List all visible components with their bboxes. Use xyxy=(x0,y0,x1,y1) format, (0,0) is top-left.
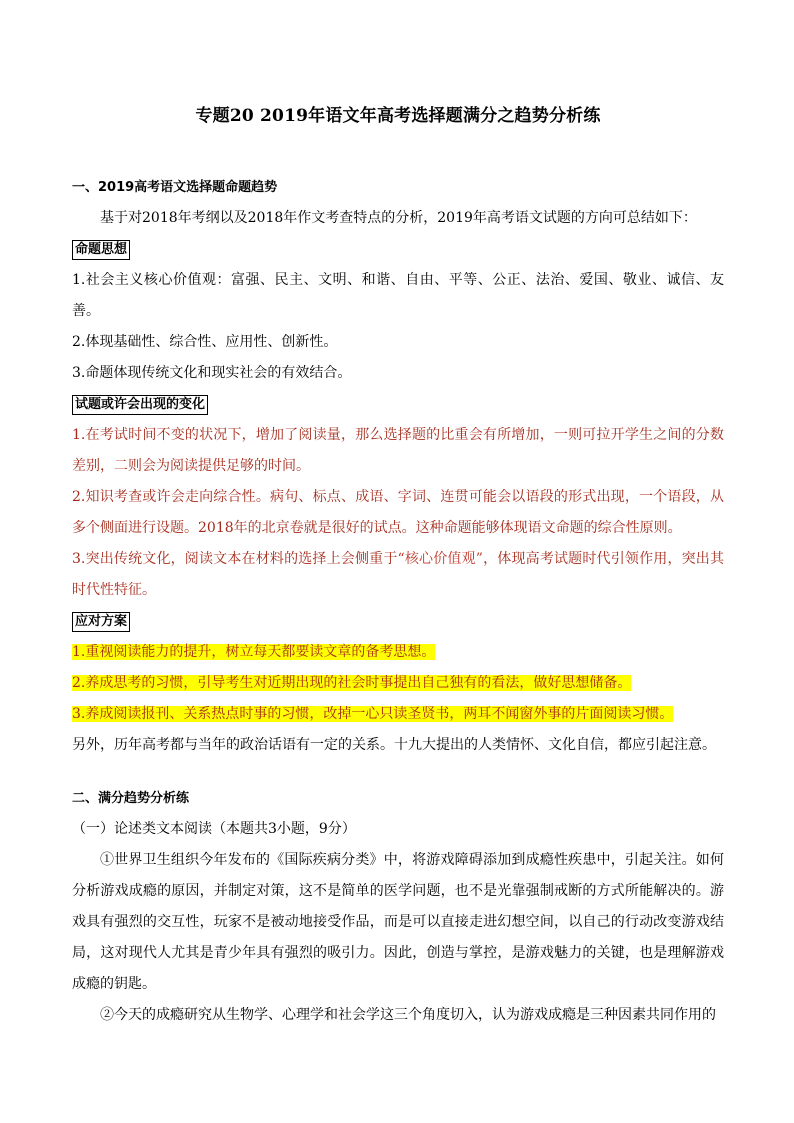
strategy-item-3 xyxy=(72,699,724,730)
document-title: 专题20 2019年语文年高考选择题满分之趋势分析练 xyxy=(195,106,601,126)
strategy-item-1-highlight: 1.重视阅读能力的提升，树立每天都要读文章的备考思想。 xyxy=(72,644,436,660)
idea-item-3: 3.命题体现传统文化和现实社会的有效结合。 xyxy=(72,365,352,381)
strategy-item-2 xyxy=(72,668,724,699)
box-line-strategies xyxy=(72,606,724,637)
section-heading-trends: 一、2019高考语文选择题命题趋势 xyxy=(72,180,278,195)
section-gap xyxy=(72,761,724,783)
boxed-label-strategies: 应对方案 xyxy=(72,612,130,632)
change-item-3-after: ，体现高考试题时代引领作用，突出其时代性特征。 xyxy=(72,551,724,598)
core-values-quote: “核心价值观” xyxy=(397,551,483,567)
change-item-1: 1.在考试时间不变的状况下，增加了阅读量，那么选择题的比重会有所增加，一则可拉开学生之间的分数差别，二则会为阅读提供足够的时间。 xyxy=(72,427,724,474)
reading-paragraph-2: ②今天的成瘾研究从生物学、心理学和社会学这三个角度切入，认为游戏成瘾是三种因素共同作用的 xyxy=(100,1007,716,1023)
idea-item-1: 1.社会主义核心价值观：富强、民主、文明、和谐、自由、平等、公正、法治、爱国、敬业、诚信、友善。 xyxy=(72,272,724,319)
boxed-label-ideas: 命题思想 xyxy=(72,240,130,260)
section-heading-practice: 二、满分趋势分析练 xyxy=(72,791,190,806)
change-item-3-before: 3.突出传统文化，阅读文本在材料的选择上会侧重于 xyxy=(72,551,398,567)
change-item-2: 2.知识考查或许会走向综合性。病句、标点、成语、字词、连贯可能会以语段的形式出现，一个语段，从多个侧面进行设题。2018年的北京卷就是很好的试点。这种命题能够体现语文命题的综合性原则。 xyxy=(72,489,724,536)
note-paragraph: 另外，历年高考都与当年的政治话语有一定的关系。十九大提出的人类情怀、文化自信，都应引起注意。 xyxy=(72,737,716,753)
idea-item-2: 2.体现基础性、综合性、应用性、创新性。 xyxy=(72,334,338,350)
intro-paragraph: 基于对2018年考纲以及2018年作文考查特点的分析，2019年高考语文试题的方向可总结如下： xyxy=(100,210,697,226)
change-item-3 xyxy=(72,544,724,606)
strategy-item-3-highlight: 3.养成阅读报刊、关系热点时事的习惯，改掉一心只读圣贤书，两耳不闻窗外事的片面阅读习惯。 xyxy=(72,706,674,722)
document-content xyxy=(72,104,724,1031)
strategy-item-2-highlight: 2.养成思考的习惯，引导考生对近期出现的社会时事提出自己独有的看法，做好思想储备。 xyxy=(72,675,632,691)
boxed-label-changes: 试题或许会出现的变化 xyxy=(72,395,208,415)
strategy-item-1 xyxy=(72,637,724,668)
reading-paragraph-1: ①世界卫生组织今年发布的《国际疾病分类》中，将游戏障碍添加到成瘾性疾患中，引起关注。如何分析游戏成瘾的原因，并制定对策，这不是简单的医学问题，也不是光靠强制戒断的方式所能解决的。游戏具有强烈的交互性，玩家不是被动地接受作品，而是可以直接走进幻想空间，以自己的行动改变游戏结局，这对现代人尤其是青少年具有强烈的吸引力。因此，创造与掌控，是游戏魅力的关键，也是理解游戏成瘾的钥匙。 xyxy=(72,852,724,992)
box-line-ideas xyxy=(72,234,724,265)
subsection-title: （一）论述类文本阅读（本题共3小题，9分） xyxy=(72,821,356,837)
box-line-changes xyxy=(72,389,724,420)
